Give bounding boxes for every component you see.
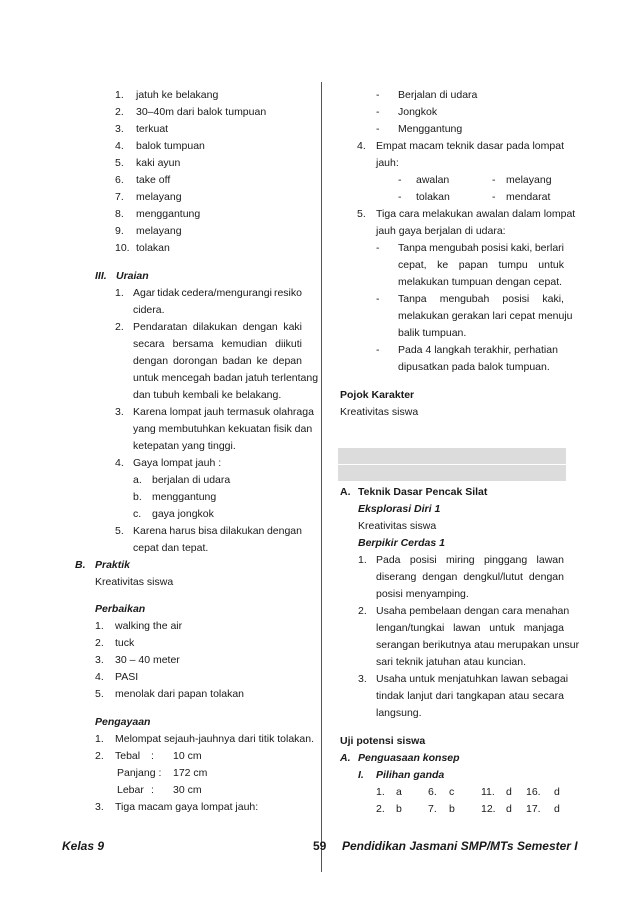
subsection-number: I. — [358, 769, 364, 781]
section-title: Pojok Karakter — [340, 389, 415, 401]
section-letter: B. — [75, 559, 86, 571]
section-title: Uraian — [116, 270, 149, 282]
dimension-sep: : — [151, 750, 154, 762]
item-line: balik tumpuan. — [398, 327, 467, 339]
grid-item: awalan — [416, 174, 450, 186]
grid-item: tolakan — [416, 191, 450, 203]
answer-choice: d — [506, 803, 512, 815]
dash-item: Menggantung — [398, 123, 463, 135]
item-line: Gaya lompat jauh : — [133, 457, 222, 469]
item-line: cepat dan tepat. — [133, 542, 209, 554]
list-number: 4. — [115, 140, 124, 152]
item-line — [376, 554, 564, 567]
dash: - — [376, 123, 380, 135]
word: diikuti — [275, 338, 302, 350]
dimension-sep: : — [151, 784, 154, 796]
word: posisi — [481, 242, 509, 254]
answer-choice: d — [554, 803, 560, 815]
item-number: 3. — [115, 406, 124, 418]
dash: - — [398, 191, 402, 203]
list-item: 30–40m dari balok tumpuan — [136, 106, 267, 118]
list-number: 5. — [115, 157, 124, 169]
footer-class: Kelas 9 — [62, 839, 105, 853]
list-number: 5. — [95, 688, 104, 700]
list-number: 1. — [115, 89, 124, 101]
dash: - — [376, 242, 380, 254]
dash: - — [376, 89, 380, 101]
item-line — [376, 140, 564, 153]
item-line: sari teknik jatuhan atau kuncian. — [376, 656, 527, 668]
chapter-title-band — [338, 465, 566, 481]
list-number: 2. — [95, 750, 104, 762]
word: mengubah — [429, 242, 479, 254]
item-line: jauh: — [376, 157, 399, 169]
word: manjaga — [523, 622, 564, 634]
item-number: 1. — [358, 554, 367, 566]
dash: - — [376, 106, 380, 118]
word: dengan — [133, 355, 169, 367]
list-item: balok tumpuan — [136, 140, 205, 152]
list-item: menggantung — [136, 208, 201, 220]
word: Pendaratan — [133, 321, 188, 333]
list-item: 30 – 40 meter — [115, 654, 180, 666]
section-title: Pengayaan — [95, 716, 151, 728]
answer-choice: b — [396, 803, 402, 815]
page-number: 59 — [313, 839, 327, 853]
item-line: yang membutuhkan kekuatan fisik dan — [133, 423, 313, 435]
section-title: Penguasaan konsep — [358, 752, 460, 764]
item-line — [398, 242, 564, 255]
sub-item: berjalan di udara — [152, 474, 231, 486]
dash: - — [376, 344, 380, 356]
item-line: ketepatan yang tinggi. — [133, 440, 236, 452]
item-line — [133, 321, 302, 334]
word: teknik — [446, 140, 475, 152]
item-line — [133, 287, 302, 300]
list-number: 6. — [115, 174, 124, 186]
list-item: melayang — [136, 225, 182, 237]
item-line: melakukan gerakan lari cepat menuju — [398, 310, 573, 322]
word: dengan — [266, 525, 302, 537]
section-title: Uji potensi siswa — [340, 735, 426, 747]
section-text: Kreativitas siswa — [358, 520, 437, 532]
section-text: Kreativitas siswa — [340, 406, 419, 418]
dash-item: Berjalan di udara — [398, 89, 478, 101]
dimension-value: 172 cm — [173, 767, 208, 779]
column-divider — [321, 82, 322, 872]
word: posisi — [502, 293, 530, 305]
word: lawan — [453, 622, 481, 634]
word: lawan — [536, 554, 564, 566]
word: tumpu — [498, 259, 528, 271]
list-item: jatuh ke belakang — [136, 89, 219, 101]
section-letter: A. — [340, 752, 351, 764]
word: tindak — [376, 690, 405, 702]
word: pinggang — [483, 554, 528, 566]
list-item: tuck — [115, 637, 135, 649]
dash: - — [398, 174, 402, 186]
word: kaki, — [542, 293, 564, 305]
word: bisa — [198, 525, 218, 537]
footer-book-title: Pendidikan Jasmani SMP/MTs Semester I — [342, 839, 578, 853]
word: Pada — [376, 554, 401, 566]
answer-number: 6. — [428, 786, 437, 798]
list-item: melayang — [136, 191, 182, 203]
word: tangkapan — [456, 690, 506, 702]
word: lanjut — [407, 690, 433, 702]
list-number: 1. — [95, 620, 104, 632]
answer-choice: c — [449, 786, 455, 798]
item-line: untuk mencegah badan jatuh terlentang — [133, 372, 319, 384]
item-number: 4. — [357, 140, 366, 152]
item-line — [376, 690, 564, 703]
item-line — [398, 259, 564, 272]
item-line: melakukan tumpuan dengan cepat. — [398, 276, 563, 288]
list-number: 3. — [95, 801, 104, 813]
list-number: 10. — [115, 242, 130, 254]
item-number: 5. — [115, 525, 124, 537]
answer-number: 17. — [526, 803, 541, 815]
item-line: serangan berikutnya atau merupakan unsur — [376, 639, 580, 651]
word: atau — [508, 690, 530, 702]
item-line — [376, 571, 564, 584]
item-line — [133, 355, 302, 368]
dash: - — [492, 191, 496, 203]
word: depan — [272, 355, 302, 367]
answer-number: 16. — [526, 786, 541, 798]
word: lompat — [532, 140, 564, 152]
sub-item: gaya jongkok — [152, 508, 214, 520]
sub-letter: b. — [133, 491, 142, 503]
word: secara — [133, 338, 165, 350]
word: miring — [446, 554, 475, 566]
item-line: Karena lompat jauh termasuk olahraga — [133, 406, 314, 418]
word: dengan — [422, 571, 458, 583]
item-line: Tiga cara melakukan awalan dalam lompat — [376, 208, 576, 220]
item-line — [376, 622, 564, 635]
dash-item: Jongkok — [398, 106, 438, 118]
word: lengan/tungkai — [376, 622, 445, 634]
word: berlari — [534, 242, 564, 254]
word: ke — [256, 355, 268, 367]
word: untuk — [489, 622, 515, 634]
item-number: 5. — [357, 208, 366, 220]
sub-item: menggantung — [152, 491, 217, 503]
word: Tanpa — [398, 242, 427, 254]
item-line — [398, 293, 564, 306]
list-item: Tiga macam gaya lompat jauh: — [115, 801, 259, 813]
subsection-title: Eksplorasi Diri 1 — [358, 503, 441, 515]
word: resiko — [273, 287, 302, 299]
word: dari — [435, 690, 454, 702]
section-text: Kreativitas siswa — [95, 576, 174, 588]
dimension-label: Lebar — [117, 784, 144, 796]
section-title: Praktik — [95, 559, 131, 571]
word: dasar — [477, 140, 504, 152]
list-number: 1. — [95, 733, 104, 745]
item-number: 1. — [115, 287, 124, 299]
word: cepat, — [398, 259, 427, 271]
word: macam — [409, 140, 444, 152]
list-number: 4. — [95, 671, 104, 683]
word: mengubah — [439, 293, 490, 305]
item-line: Pada 4 langkah terakhir, perhatian — [398, 344, 558, 356]
dash: - — [492, 174, 496, 186]
dash: - — [376, 293, 380, 305]
word: pada — [506, 140, 530, 152]
section-number: III. — [95, 270, 107, 282]
item-number: 2. — [115, 321, 124, 333]
item-number: 3. — [358, 673, 367, 685]
grid-item: melayang — [506, 174, 552, 186]
answer-choice: d — [506, 786, 512, 798]
answer-choice: d — [554, 786, 560, 798]
list-item: menolak dari papan tolakan — [115, 688, 245, 700]
list-item: take off — [136, 174, 171, 186]
item-line: cidera. — [133, 304, 165, 316]
word: Karena — [133, 525, 167, 537]
list-item: PASI — [115, 671, 139, 683]
list-item: walking the air — [115, 620, 183, 632]
word: diserang — [376, 571, 417, 583]
word: posisi — [409, 554, 437, 566]
word: cedera/mengurangi — [181, 287, 272, 299]
word: Empat — [376, 140, 407, 152]
sub-letter: c. — [133, 508, 142, 520]
word: harus — [169, 525, 196, 537]
list-item: terkuat — [136, 123, 169, 135]
item-line: jauh gaya berjalan di udara: — [376, 225, 506, 237]
list-item: tolakan — [136, 242, 170, 254]
section-letter: A. — [340, 486, 351, 498]
word: kaki, — [510, 242, 533, 254]
list-item: Melompat sejauh-jauhnya dari titik tolakan. — [115, 733, 315, 745]
item-line: Usaha pembelaan dengan cara menahan — [376, 605, 570, 617]
item-line: dipusatkan pada balok tumpuan. — [398, 361, 550, 373]
answer-number: 7. — [428, 803, 437, 815]
list-number: 3. — [115, 123, 124, 135]
item-line — [133, 525, 302, 538]
dimension-value: 10 cm — [173, 750, 202, 762]
answer-number: 12. — [481, 803, 496, 815]
answer-choice: b — [449, 803, 455, 815]
subsection-title: Berpikir Cerdas 1 — [358, 537, 445, 549]
word: dilakukan — [220, 525, 265, 537]
chapter-number-band — [338, 448, 566, 464]
word: Tanpa — [398, 293, 427, 305]
word: Agar — [133, 287, 156, 299]
word: untuk — [538, 259, 564, 271]
dimension-value: 30 cm — [173, 784, 202, 796]
item-line: dan tubuh kembali ke belakang. — [133, 389, 282, 401]
subsection-title: Pilihan ganda — [376, 769, 445, 781]
item-line — [133, 338, 302, 351]
section-title: Perbaikan — [95, 603, 146, 615]
dimension-label: Panjang : — [117, 767, 162, 779]
word: kaki — [283, 321, 302, 333]
word: secara — [532, 690, 564, 702]
item-line: posisi menyamping. — [376, 588, 469, 600]
answer-choice: a — [396, 786, 402, 798]
word: dengkul/lutut — [463, 571, 523, 583]
word: tidak — [157, 287, 180, 299]
answer-number: 11. — [481, 786, 495, 798]
item-number: 2. — [358, 605, 367, 617]
sub-letter: a. — [133, 474, 142, 486]
list-number: 2. — [115, 106, 124, 118]
list-number: 8. — [115, 208, 124, 220]
item-line: Usaha untuk menjatuhkan lawan sebagai — [376, 673, 569, 685]
list-number: 9. — [115, 225, 124, 237]
word: papan — [458, 259, 488, 271]
word: dengan — [528, 571, 564, 583]
word: dorongan — [173, 355, 218, 367]
grid-item: mendarat — [506, 191, 551, 203]
list-item: kaki ayun — [136, 157, 181, 169]
word: dilakukan — [192, 321, 238, 333]
section-title: Teknik Dasar Pencak Silat — [358, 486, 488, 498]
dimension-label: Tebal — [115, 750, 141, 762]
word: badan — [222, 355, 252, 367]
word: kemudian — [221, 338, 268, 350]
word: ke — [437, 259, 449, 271]
answer-number: 1. — [376, 786, 385, 798]
list-number: 3. — [95, 654, 104, 666]
item-number: 4. — [115, 457, 124, 469]
list-number: 7. — [115, 191, 124, 203]
list-number: 2. — [95, 637, 104, 649]
word: bersama — [172, 338, 214, 350]
answer-number: 2. — [376, 803, 385, 815]
word: dengan — [242, 321, 278, 333]
item-line: langsung. — [376, 707, 422, 719]
